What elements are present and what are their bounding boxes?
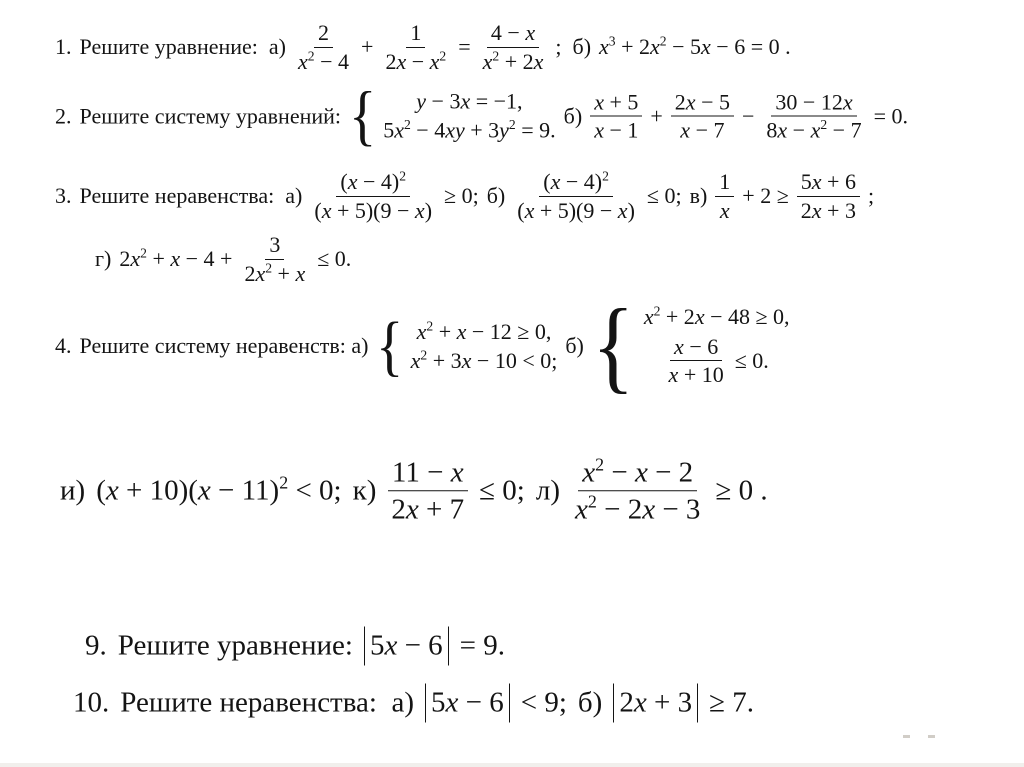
bottom-edge-strip [0,763,1024,767]
math-symbols: − 12 ≥ 0, [466,318,552,344]
fraction [479,19,548,75]
fraction [590,88,642,144]
text-label: б) [563,103,583,128]
math-symbols: + 5 [603,89,639,114]
math-symbols: − 10 < 0; [471,347,558,373]
exponent: 2 [420,347,428,363]
fraction [762,88,865,144]
math-symbols: 5 [800,169,812,194]
variable: x [668,362,679,387]
variable: xy [445,117,465,143]
math-symbols: 2 [619,686,634,719]
exponent: 2 [265,260,273,276]
math-expression [735,348,769,374]
variable: x [634,456,648,489]
system-row [416,89,522,115]
variable: x [429,48,440,74]
math-symbols: − 6 = 0 . [710,34,791,59]
denominator [294,48,353,76]
math-symbols: + 3 [646,686,693,719]
exponent: 2 [403,117,411,133]
math-symbols: + 5)(9 − [331,197,415,223]
math-symbols: ≥ 7. [709,686,754,719]
math-expression [521,687,567,720]
numerator [578,454,697,491]
equation-system [376,308,558,383]
math-symbols: + 3 [464,117,500,143]
text-label: 9. [85,629,107,662]
math-symbols: ≤ 0; [646,183,682,208]
text-label: 1. [55,34,72,59]
variable: x [298,48,308,74]
math-symbols: + 2 [615,34,651,59]
variable: x [255,260,266,286]
variable: x [445,686,459,719]
math-symbols: − [406,48,430,74]
text-label: Решите неравенства: а) [79,183,303,208]
numerator [406,19,425,48]
system-row [383,118,555,144]
math-symbols: − 4) [560,169,603,194]
math-expression [874,103,908,129]
text-label: 10. [73,686,110,719]
math-symbols: = −1, [470,88,523,114]
numerator [487,19,539,48]
math-symbols: 2 [119,246,131,271]
absolute-value [425,684,510,723]
fraction [381,19,450,75]
denominator [387,492,468,528]
variable: x [416,318,427,344]
math-symbols: ( [517,197,525,223]
problem-10-absolute-value-inequalities [73,684,754,723]
fraction [310,168,436,224]
math-symbols: 4 − [490,20,526,45]
variable: x [533,48,544,74]
exponent: 2 [595,454,605,475]
math-symbols: + [146,246,171,271]
exponent: 2 [439,48,447,64]
math-symbols: = 9. [459,629,506,662]
variable: x [650,34,660,59]
math-symbols: + 10 [678,362,724,387]
math-symbols: 8 [766,117,778,143]
numerator [715,168,734,197]
problem-9-absolute-value-equation [85,627,505,666]
denominator [571,492,704,528]
math-symbols: ) [424,197,433,223]
math-expression [458,34,470,60]
variable: x [384,629,398,662]
math-symbols: 2 [318,20,330,45]
numerator [314,19,333,48]
variable: x [197,474,211,507]
variable: x [130,246,141,271]
math-expression [96,472,342,508]
variable: x [685,89,696,114]
math-expression [317,246,351,272]
variable: x [642,493,656,526]
math-symbols: − 2 [647,456,694,489]
variable: x [674,333,684,359]
math-symbols: = 0. [873,103,909,128]
math-expression [644,304,790,330]
math-symbols: − [741,103,755,128]
text-label: б) [577,686,603,719]
system-brace-icon: { [591,288,635,403]
denominator [240,260,309,288]
system-row [644,304,790,330]
text-label: 4. [55,333,72,358]
fraction [797,168,860,224]
text-label: в) [689,183,708,208]
exponent: 2 [659,33,667,49]
math-symbols: − 7 [827,117,862,143]
numerator [797,168,860,197]
variable: x [410,347,421,373]
variable: x [643,303,654,329]
math-symbols: + 7 [418,493,465,526]
math-expression [599,34,791,60]
math-symbols: ) [627,197,635,223]
equation-system [349,78,556,153]
denominator [676,117,728,145]
variable: x [680,117,691,143]
variable: x [599,34,609,59]
math-expression [361,34,373,60]
numerator [539,168,613,197]
fraction [294,19,353,75]
math-expression [416,89,522,115]
math-symbols: ( [340,169,348,194]
math-expression [742,103,754,129]
system-brace-icon: { [349,78,377,153]
numerator [265,231,284,260]
math-symbols: + 2 [660,303,695,329]
math-symbols: 1 [719,169,731,194]
variable: x [811,197,822,223]
text-label: б) [486,183,506,208]
math-expression [742,183,788,209]
variable: x [394,117,404,143]
numerator [388,454,468,491]
exponent: 2 [508,117,516,133]
math-expression [460,630,505,663]
math-symbols: ( [96,474,106,507]
math-symbols: ≥ 0 . [715,474,768,507]
math-expression [715,475,767,508]
math-symbols: − 4) [357,169,400,194]
denominator [381,48,450,76]
variable: x [582,456,596,489]
math-expression [647,183,682,209]
denominator [590,117,642,145]
denominator [762,117,865,145]
math-symbols: ( [543,169,551,194]
math-symbols: < 0; [288,474,342,507]
exponent: 2 [399,168,406,184]
variable: x [460,88,471,114]
system-brace-icon: { [376,308,404,383]
text-label: г) [95,246,112,271]
math-expression [417,319,552,345]
system-rows [411,319,558,374]
math-symbols: − [787,117,811,143]
numerator [336,168,410,197]
math-symbols: − 5 [695,89,730,114]
math-symbols: 2 [385,48,397,74]
fraction [671,88,734,144]
denominator [716,197,734,225]
denominator [310,197,436,225]
exponent: 2 [307,48,315,64]
variable: x [414,197,425,223]
text-label: л) [535,474,560,507]
exponent: 2 [587,491,597,512]
fraction [387,454,468,528]
variable: y [499,117,509,143]
denominator [797,197,860,225]
math-symbols: + 2 [499,48,534,74]
smudge-mark [903,735,910,738]
variable: x [633,686,647,719]
exponent: 2 [279,472,289,493]
math-symbols: + 6 [821,169,856,194]
variable: x [321,197,332,223]
variable: x [396,48,407,74]
variable: x [617,197,628,223]
math-symbols: − 48 ≥ 0, [704,303,790,329]
variable: x [405,493,419,526]
variable: x [777,117,788,143]
math-symbols: + 2 ≥ [742,183,789,208]
math-symbols: − 1 [603,117,639,143]
problem-4-solve-inequality-system [55,288,790,403]
system-row [665,333,769,389]
math-symbols: 1 [410,20,422,45]
math-symbols: − 4 [314,48,350,74]
equation-system [591,288,790,403]
math-symbols: 5 [431,686,446,719]
math-expression [383,118,555,144]
variable: x [105,474,119,507]
exponent: 2 [653,303,661,319]
system-rows [644,304,790,389]
exponent: 2 [492,48,500,64]
math-symbols: + 3 [427,347,462,373]
text-label: Решите уравнение: а) [79,34,287,59]
fraction [240,231,309,287]
variable: x [594,117,604,143]
variable: x [694,303,705,329]
smudge-mark [928,735,935,738]
math-symbols: − 6 [458,686,504,719]
math-symbols: ≤ 0; [479,474,525,507]
variable: x [524,197,535,223]
math-expression [709,687,754,720]
text-label: Решите уравнение: [117,629,353,662]
math-symbols: − 6 [397,629,443,662]
variable: x [450,456,464,489]
math-expression [479,475,525,508]
math-symbols: < 9; [520,686,567,719]
problem-1-solve-equation [55,19,791,75]
text-label: ; б) [555,34,592,59]
exponent: 2 [602,168,609,184]
math-symbols: + 5)(9 − [534,197,618,223]
math-symbols: + [650,103,663,128]
exponent: 2 [426,318,434,334]
text-label: 2. [55,103,72,128]
math-symbols: = [458,34,471,59]
math-symbols: 11 − [391,456,451,489]
problem-3-solve-inequalities [55,168,874,224]
fraction [715,168,734,224]
variable: x [842,89,853,114]
variable: y [416,88,427,114]
math-symbols: − 3 [426,88,461,114]
problems-i-k-l-inequalities [60,454,768,528]
system-row [417,319,552,345]
math-symbols: ( [314,197,322,223]
system-rows [383,89,555,144]
math-symbols: + [361,34,374,59]
variable: x [170,246,181,271]
variable: x [456,318,467,344]
variable: x [550,169,561,194]
denominator [479,48,548,76]
math-symbols: ≤ 0. [734,347,769,373]
math-symbols: + 10)( [118,474,198,507]
absolute-value [613,684,698,723]
numerator [671,88,734,117]
exponent: 2 [140,245,147,261]
math-symbols: = 9. [515,117,556,143]
variable: x [347,169,358,194]
math-symbols: 5 [383,117,395,143]
math-symbols: 2 [244,260,256,286]
numerator [670,333,722,362]
math-symbols: 5 [369,629,385,662]
text-label: Решите неравенства: а) [120,686,415,719]
math-symbols: 2 [674,89,686,114]
math-symbols: 2 [391,493,406,526]
math-symbols: − 2 [596,493,643,526]
math-symbols: 30 − 12 [775,89,843,114]
numerator [590,88,642,117]
math-expression [411,348,558,374]
variable: x [719,197,730,223]
numerator [771,88,856,117]
math-expression [119,246,232,272]
fraction [571,454,704,528]
text-label: 3. [55,183,72,208]
fraction [665,333,728,389]
text-label: и) [60,474,86,507]
math-symbols: ≥ 0; [444,183,479,208]
problem-3-part-g [95,231,351,287]
variable: x [295,260,306,286]
math-symbols: − 5 [666,34,702,59]
problem-2-solve-equation-system [55,78,909,153]
math-symbols: − [604,456,635,489]
text-label: к) [352,474,377,507]
math-expression [444,183,479,209]
math-symbols: + 3 [821,197,856,223]
exponent: 2 [820,117,828,133]
variable: x [594,89,604,114]
math-symbols: 3 [269,232,281,257]
math-expression [650,103,662,129]
math-symbols: − 4 + [180,246,233,271]
variable: x [701,34,711,59]
variable: x [574,493,588,526]
denominator [665,361,728,389]
math-expression [868,183,874,209]
exponent: 3 [608,33,616,49]
fraction [513,168,639,224]
math-symbols: − 6 [683,333,719,359]
math-symbols: − 7 [690,117,725,143]
math-symbols: ≤ 0. [317,246,352,271]
math-symbols: + [272,260,296,286]
text-label: Решите систему уравнений: [79,103,342,128]
math-symbols: 2 [800,197,812,223]
variable: x [525,20,536,45]
text-label: б) [565,333,584,358]
text-label: Решите систему неравенств: а) [79,333,369,358]
math-symbols: − 3 [655,493,701,526]
math-symbols: + [433,318,457,344]
variable: x [461,347,472,373]
math-symbols: − 11) [210,474,280,507]
system-row [411,348,558,374]
variable: x [811,169,822,194]
absolute-value [364,627,449,666]
variable: x [482,48,493,74]
math-symbols: ; [867,183,875,208]
denominator [513,197,639,225]
math-symbols: − 4 [410,117,446,143]
variable: x [810,117,821,143]
